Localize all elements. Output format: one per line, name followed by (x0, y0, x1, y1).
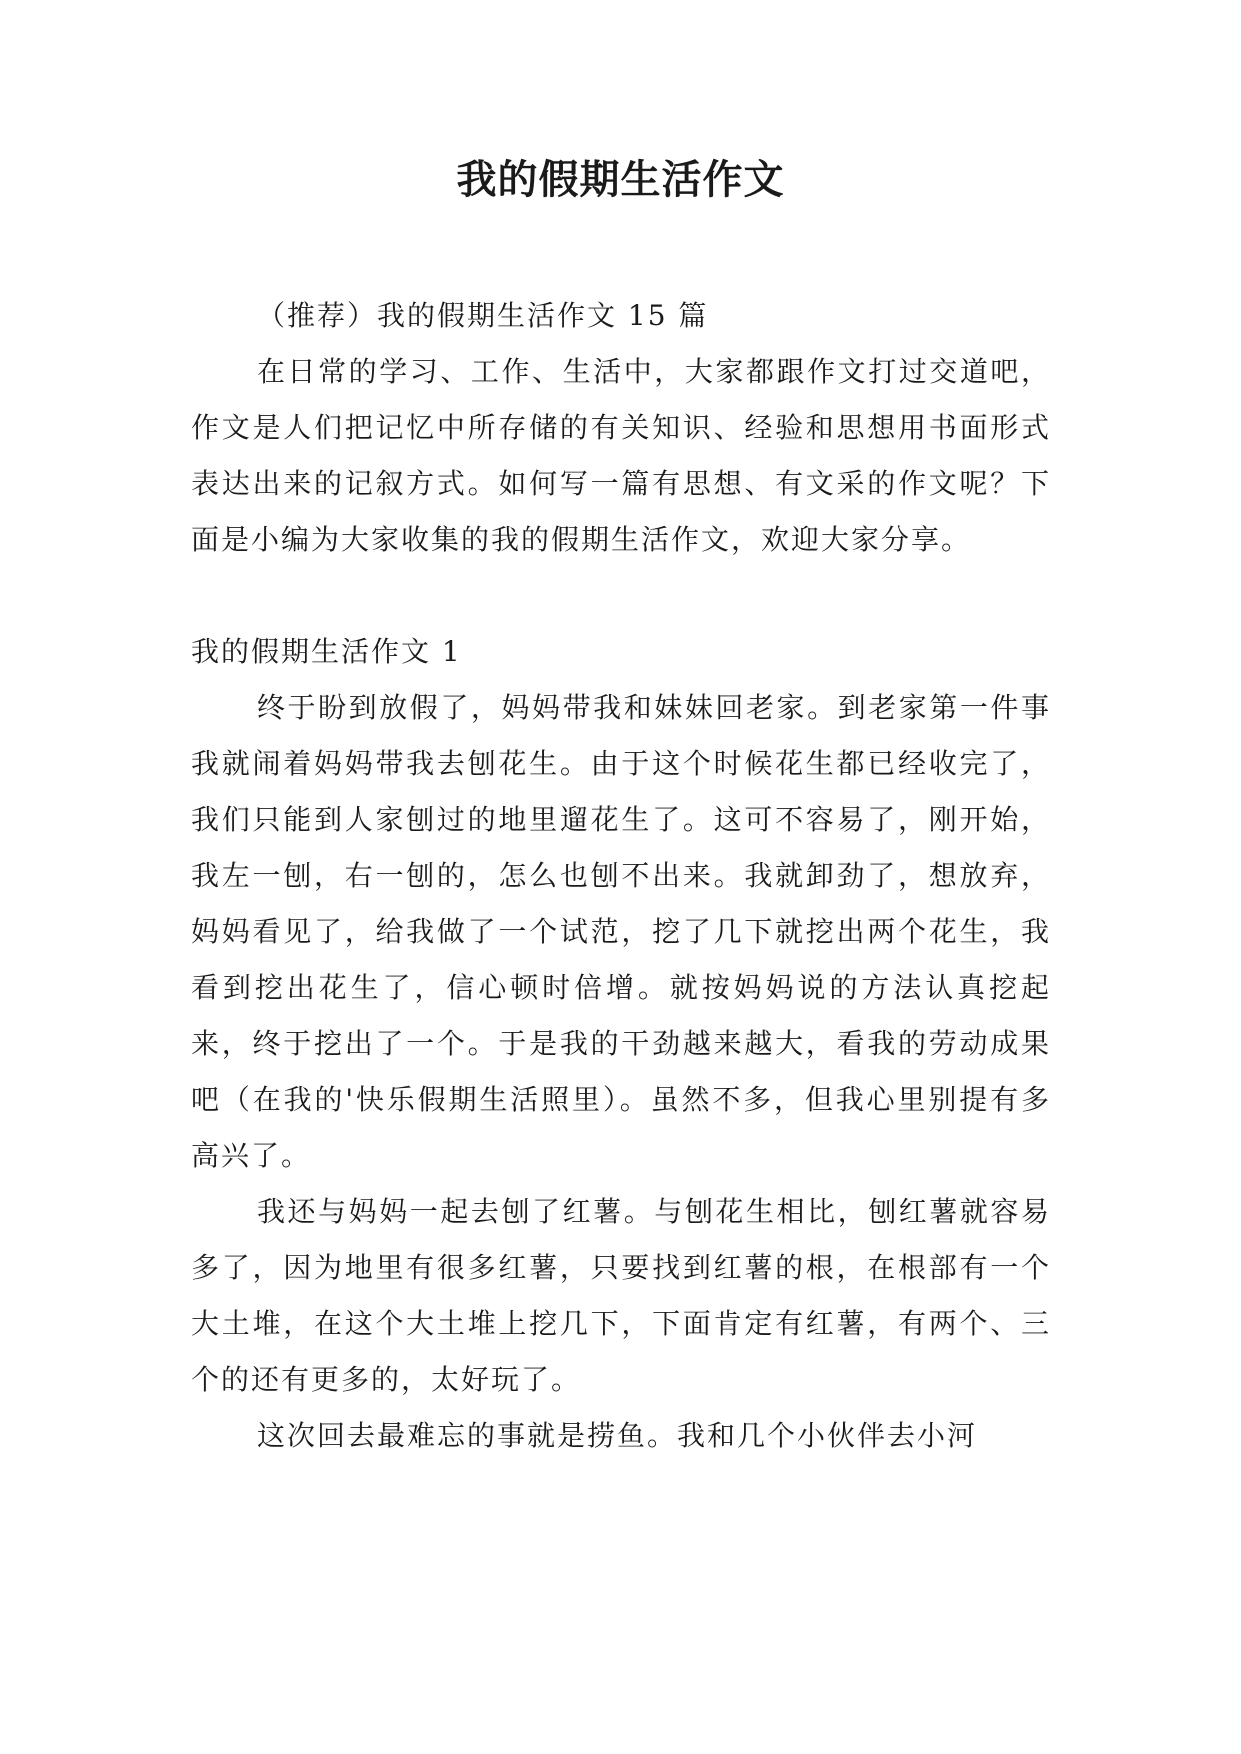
intro-paragraph: 在日常的学习、工作、生活中，大家都跟作文打过交道吧，作文是人们把记忆中所存储的有关知识、经验和思想用书面形式表达出来的记叙方式。如何写一篇有思想、有文采的作文呢？下面是小编为大家收集的我的假期生活作文，欢迎大家分享。 (191, 355, 1051, 556)
essay-paragraph: 我还与妈妈一起去刨了红薯。与刨花生相比，刨红薯就容易多了，因为地里有很多红薯，只要找到红薯的根，在根部有一个大土堆，在这个大土堆上挖几下，下面肯定有红薯，有两个、三个的还有更多的，太好玩了。 (191, 1195, 1051, 1396)
document-subtitle: （推荐）我的假期生活作文 15 篇 (257, 299, 709, 332)
essay-paragraph: 这次回去最难忘的事就是捞鱼。我和几个小伙伴去小河 (257, 1419, 978, 1452)
document-body (191, 288, 1051, 1464)
document-title: 我的假期生活作文 (456, 157, 785, 203)
essay-section (191, 624, 1051, 1464)
section-heading: 我的假期生活作文 1 (191, 635, 462, 668)
essay-paragraph: 终于盼到放假了，妈妈带我和妹妹回老家。到老家第一件事我就闹着妈妈带我去刨花生。由于这个时候花生都已经收完了，我们只能到人家刨过的地里遛花生了。这可不容易了，刚开始，我左一刨，右一刨的，怎么也刨不出来。我就卸劲了，想放弃，妈妈看见了，给我做了一个试范，挖了几下就挖出两个花生，我看到挖出花生了，信心顿时倍增。就按妈妈说的方法认真挖起来，终于挖出了一个。于是我的干劲越来越大，看我的劳动成果吧（在我的'快乐假期生活照里）。虽然不多，但我心里别提有多高兴了。 (191, 691, 1051, 1172)
